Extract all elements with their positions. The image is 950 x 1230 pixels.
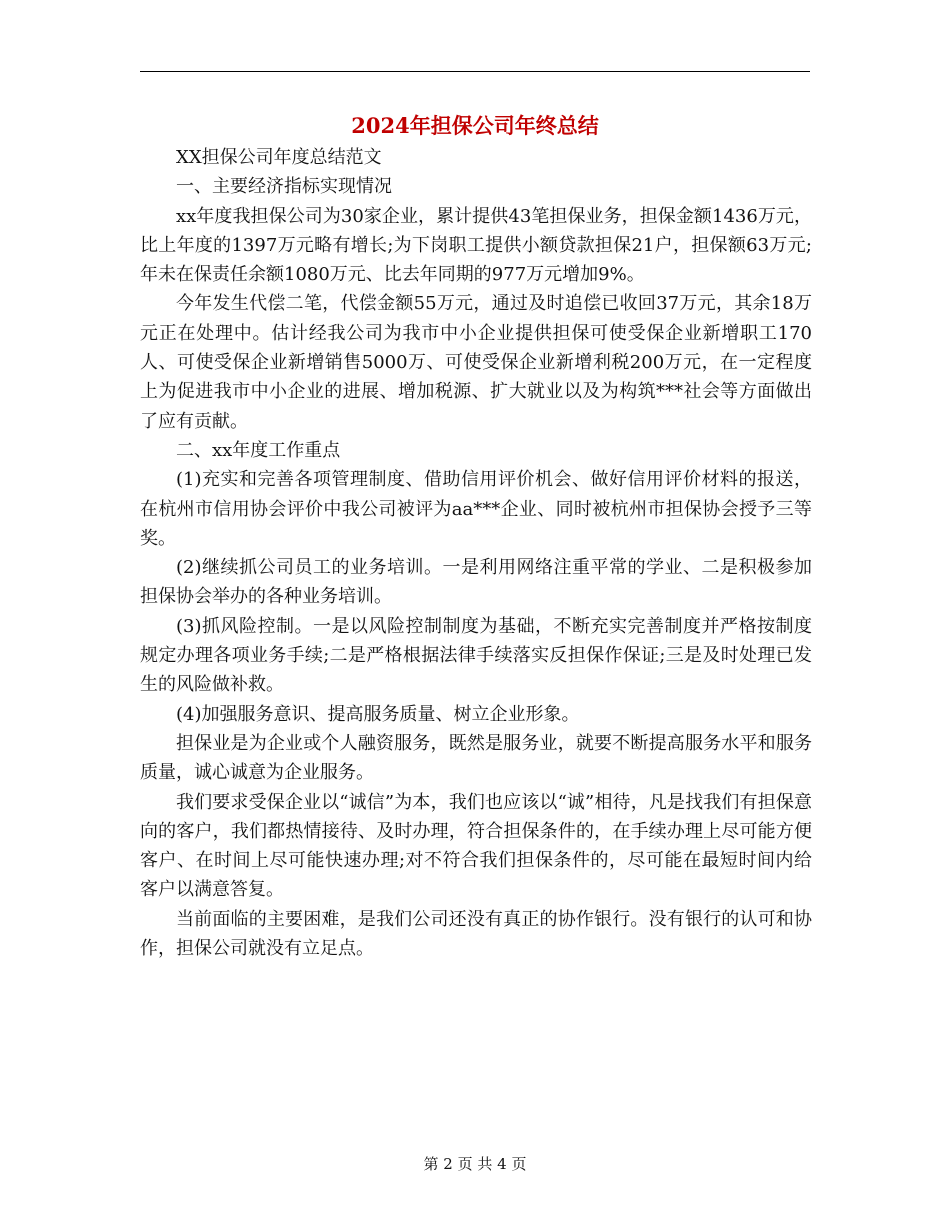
body-paragraph: 我们要求受保企业以“诚信”为本，我们也应该以“诚”相待，凡是找我们有担保意向的客户，我们都热情接待、及时办理，符合担保条件的，在手续办理上尽可能方便客户、在时间上尽可能快速办理;对不符合我们担保条件的，尽可能在最短时间内给客户以满意答复。	[140, 791, 812, 901]
list-item-paragraph: (1)充实和完善各项管理制度、借助信用评价机会、做好信用评价材料的报送，在杭州市信用协会评价中我公司被评为aa***企业、同时被杭州市担保协会授予三等奖。	[140, 469, 812, 549]
section-heading-2: 二、xx年度工作重点	[176, 439, 341, 461]
list-item-paragraph: (2)继续抓公司员工的业务培训。一是利用网络注重平常的学业、二是积极参加担保协会举办的各种业务培训。	[140, 557, 812, 608]
list-item-paragraph: (4)加强服务意识、提高服务质量、树立企业形象。	[176, 703, 580, 725]
document-title: 2024年担保公司年终总结	[351, 113, 599, 138]
body-paragraph: 当前面临的主要困难，是我们公司还没有真正的协作银行。没有银行的认可和协作，担保公司就没有立足点。	[140, 908, 812, 960]
body-paragraph: xx年度我担保公司为30家企业，累计提供43笔担保业务，担保金额1436万元，比上年度的1397万元略有增长;为下岗职工提供小额贷款担保21户，担保额63万元;年未在保责任余额1080万元、比去年同期的977万元增加9%。	[140, 205, 812, 286]
section-heading-1: 一、主要经济指标实现情况	[176, 176, 392, 198]
document-body	[140, 143, 812, 963]
page-number: 第 2 页 共 4 页	[423, 1155, 527, 1173]
body-paragraph: 担保业是为企业或个人融资服务，既然是服务业，就要不断提高服务水平和服务质量，诚心诚意为企业服务。	[140, 732, 812, 784]
list-item-paragraph: (3)抓风险控制。一是以风险控制制度为基础，不断充实完善制度并严格按制度规定办理各项业务手续;二是严格根据法律手续落实反担保作保证;三是及时处理已发生的风险做补救。	[140, 615, 812, 696]
header-rule	[140, 71, 810, 72]
subtitle-paragraph: XX担保公司年度总结范文	[176, 147, 382, 168]
body-paragraph: 今年发生代偿二笔，代偿金额55万元，通过及时追偿已收回37万元，其余18万元正在处理中。估计经我公司为我市中小企业提供担保可使受保企业新增职工170人、可使受保企业新增销售5000万、可使受保企业新增利税200万元，在一定程度上为促进我市中小企业的进展、增加税源、扩大就业以及为构筑***社会等方面做出了应有贡献。	[140, 293, 812, 432]
